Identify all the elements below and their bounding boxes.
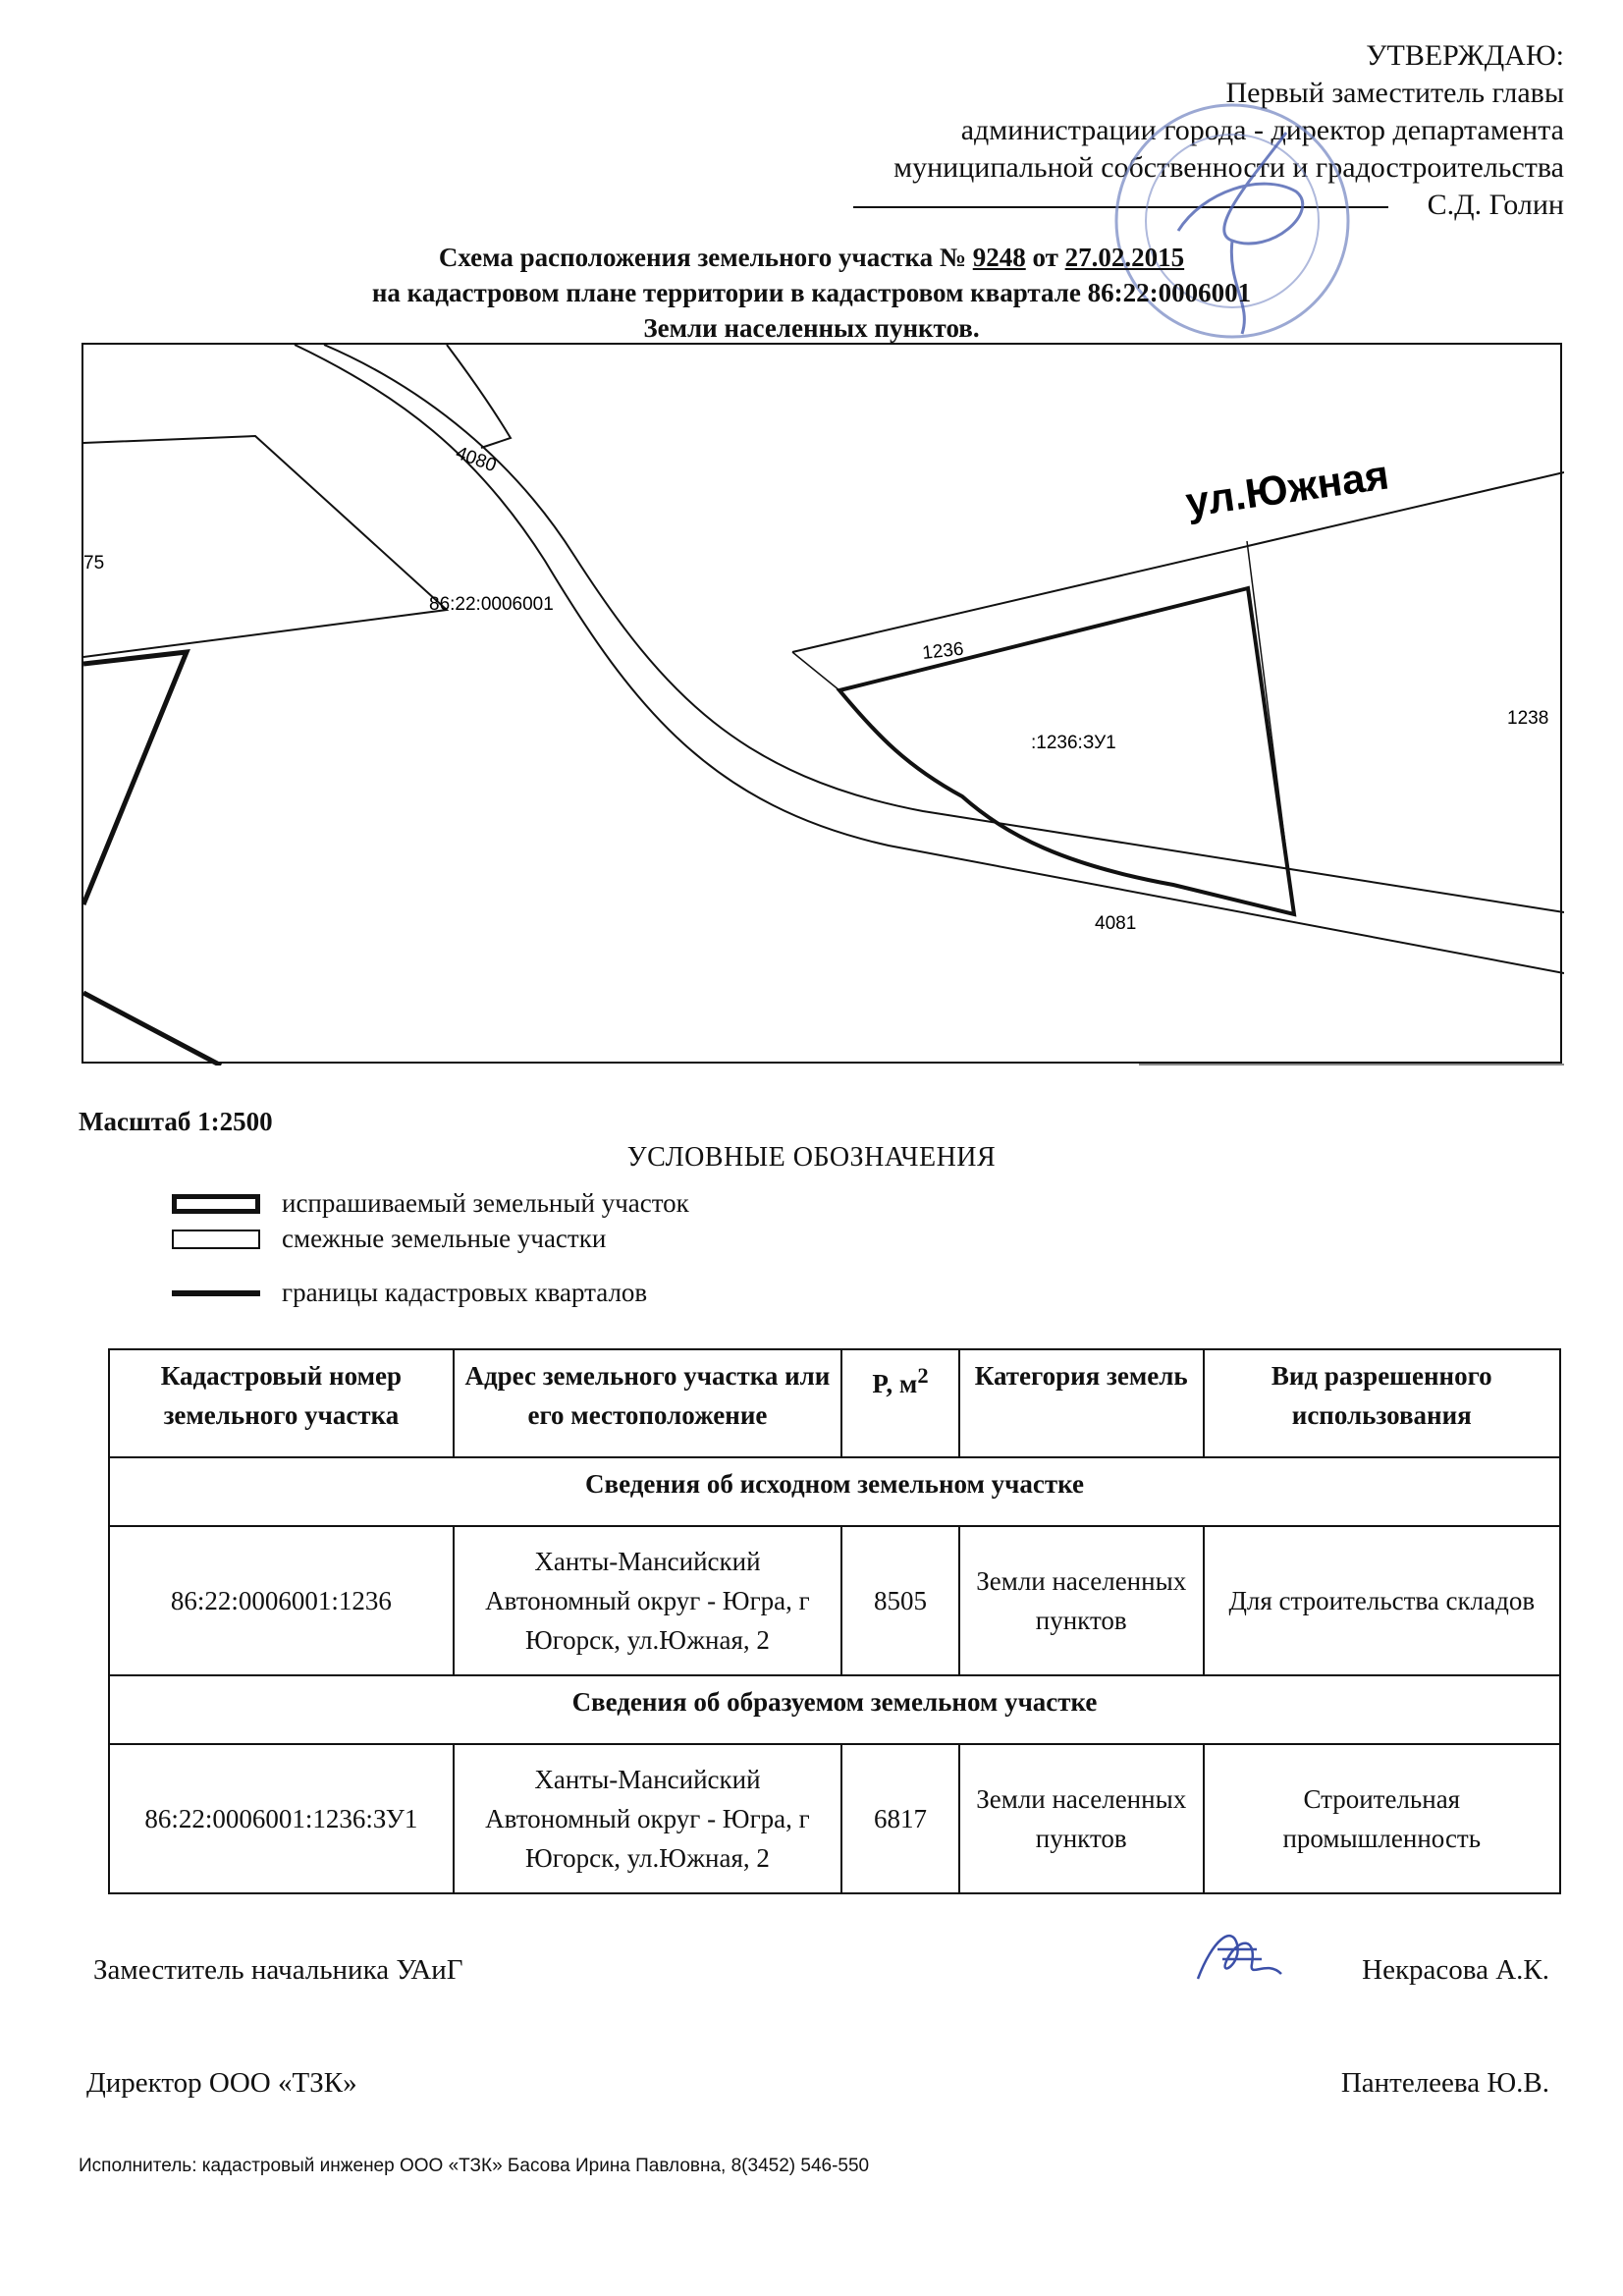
cell-area: 6817 — [841, 1744, 959, 1893]
title-mid: от — [1032, 243, 1058, 272]
legend-title: УСЛОВНЫЕ ОБОЗНАЧЕНИЯ — [626, 1142, 997, 1173]
road-cut-4080 — [447, 345, 511, 448]
cell-use: Для строительства складов — [1204, 1526, 1560, 1675]
table-header-row — [109, 1349, 1560, 1457]
approval-heading: УТВЕРЖДАЮ: — [1366, 39, 1564, 72]
document-title — [0, 240, 1623, 346]
legend-requested-symbol — [172, 1194, 260, 1214]
executor-footer: Исполнитель: кадастровый инженер ООО «ТЗК» Басова Ирина Павловна, 8(3452) 546-550 — [79, 2156, 870, 2176]
cell-address: Ханты-Мансийский Автономный округ - Югра, г Югорск, ул.Южная, 2 — [454, 1744, 841, 1893]
quarter-boundary-bottom-left — [83, 993, 221, 1066]
road-inner-edge — [324, 345, 1564, 912]
cell-category: Земли населенных пунктов — [959, 1744, 1204, 1893]
legend-adjacent — [172, 1224, 606, 1254]
header-use: Вид разрешенного использования — [1204, 1349, 1560, 1457]
legend-borders — [172, 1278, 647, 1308]
header-cadastral: Кадастровый номер земельного участка — [109, 1349, 454, 1457]
section-row-source — [109, 1457, 1560, 1526]
scheme-date: 27.02.2015 — [1064, 243, 1185, 272]
table-row — [109, 1526, 1560, 1675]
table-row — [109, 1744, 1560, 1893]
label-new-parcel: :1236:ЗУ1 — [1031, 733, 1116, 753]
section-new-label: Сведения об образуемом земельном участке — [109, 1675, 1560, 1744]
legend-adjacent-label: смежные земельные участки — [282, 1224, 607, 1253]
legend-requested — [172, 1188, 689, 1219]
label-parcel-1236: 1236 — [921, 638, 965, 664]
director-title: Директор ООО «ТЗК» — [86, 2067, 357, 2099]
label-street: ул.Южная — [1182, 451, 1392, 525]
director-name: Пантелеева Ю.В. — [1340, 2067, 1549, 2099]
deputy-name: Некрасова А.К. — [1362, 1954, 1549, 1986]
label-quarter-number: 86:22:0006001 — [429, 594, 554, 615]
legend-requested-label: испрашиваемый земельный участок — [282, 1188, 689, 1218]
header-category: Категория земель — [959, 1349, 1204, 1457]
title-line-3: Земли населенных пунктов. — [643, 313, 980, 343]
cell-cadastral: 86:22:0006001:1236 — [109, 1526, 454, 1675]
legend-borders-label: границы кадастровых кварталов — [282, 1278, 648, 1307]
cell-address: Ханты-Мансийский Автономный округ - Югра, г Югорск, ул.Южная, 2 — [454, 1526, 841, 1675]
section-row-new — [109, 1675, 1560, 1744]
header-address: Адрес земельного участка или его местоположение — [454, 1349, 841, 1457]
parcel-boundary-left — [83, 436, 447, 657]
approval-line-1: Первый заместитель главы — [1225, 77, 1564, 109]
quarter-boundary-left — [83, 652, 187, 904]
title-line-2: на кадастровом плане территории в кадастровом квартале 86:22:0006001 — [371, 278, 1252, 307]
approval-signer: С.Д. Голин — [1427, 189, 1564, 221]
title-line-1 — [0, 240, 1623, 275]
header-area: P, $м^2$ — [841, 1349, 959, 1457]
legend-adjacent-symbol — [172, 1230, 260, 1249]
cell-cadastral: 86:22:0006001:1236:ЗУ1 — [109, 1744, 454, 1893]
label-parcel-1238: 1238 — [1507, 708, 1549, 729]
label-parcel-4080: 4080 — [453, 442, 500, 477]
cell-use: Строительная промышленность — [1204, 1744, 1560, 1893]
cadastral-map — [81, 343, 1562, 1064]
street-line — [792, 472, 1564, 652]
handwritten-signature — [1188, 1920, 1296, 2003]
section-source-label: Сведения об исходном земельном участке — [109, 1457, 1560, 1526]
approval-line-3: муниципальной собственности и градостроительства — [893, 151, 1564, 184]
legend-borders-symbol — [172, 1290, 260, 1296]
parcel-1236-border — [792, 652, 839, 690]
cell-area: 8505 — [841, 1526, 959, 1675]
title-prefix: Схема расположения земельного участка № — [438, 243, 966, 272]
map-scale: Масштаб 1:2500 — [79, 1107, 273, 1136]
parcel-info-table — [108, 1348, 1561, 1894]
scheme-number: 9248 — [972, 243, 1026, 272]
label-parcel-75: 75 — [83, 553, 105, 574]
deputy-title: Заместитель начальника УАиГ — [93, 1954, 463, 1986]
cell-category: Земли населенных пунктов — [959, 1526, 1204, 1675]
label-parcel-4081: 4081 — [1095, 913, 1137, 934]
approval-line-2: администрации города - директор департамента — [960, 114, 1564, 146]
